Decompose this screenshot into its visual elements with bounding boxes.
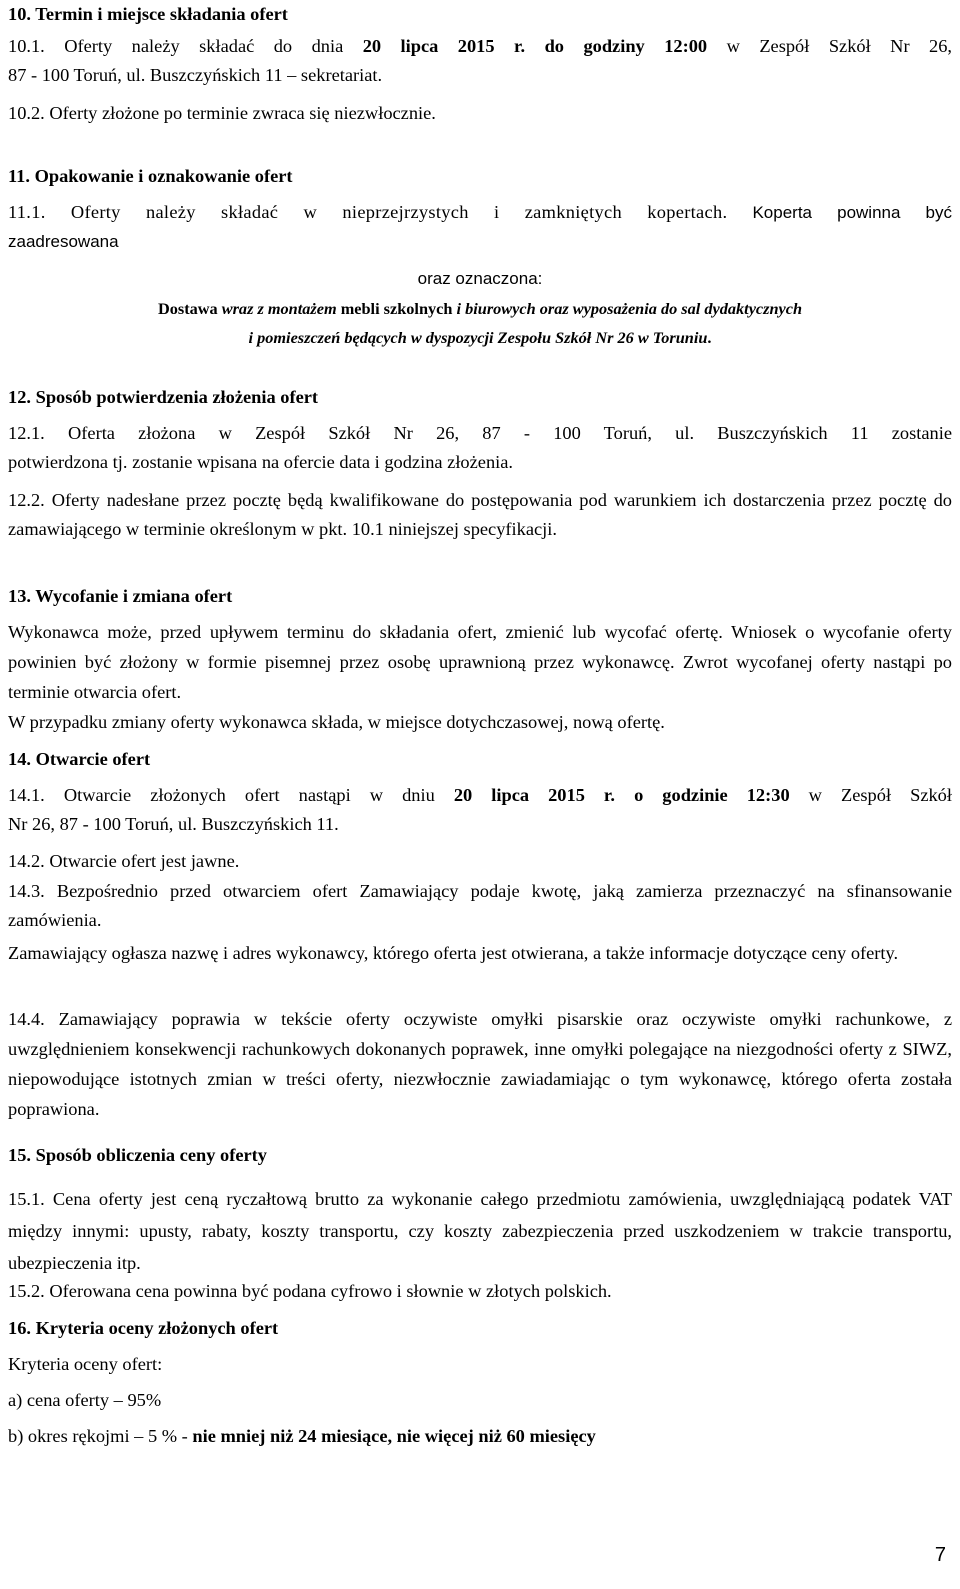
section-13-paragraph-1: Wykonawca może, przed upływem terminu do składania ofert, zmienić lub wycofać ofertę. Wniosek o wycofanie oferty powinien być złożony w formie pisemnej przez osobę uprawnioną przez wykonawcę. Zwrot wycofanej oferty nastąpi po terminie otwarcia ofert. <box>8 622 952 702</box>
document-page <box>8 0 952 1589</box>
section-14-paragraph-3: 14.3. Bezpośrednio przed otwarciem ofert Zamawiający podaje kwotę, jaką zamierza przeznaczyć na sfinansowanie zamówienia. <box>8 881 952 930</box>
marking-intro: oraz oznaczona: <box>417 269 543 288</box>
section-10-heading: 10. Termin i miejsce składania ofert <box>8 4 288 24</box>
section-12-paragraph-1: 12.1. Oferta złożona w Zespół Szkół Nr 26, 87 - 100 Toruń, ul. Buszczyńskich 11 zostanie potwierdzona tj. zostanie wpisana na ofercie data i godzina złożenia. <box>8 423 952 472</box>
section-10-paragraph-1: 10.1. Oferty należy składać do dnia 20 lipca 2015 r. do godziny 12:00 w Zespół Szkół Nr 26, 87 - 100 Toruń, ul. Buszczyńskich 11 – sekretariat. <box>8 36 953 85</box>
section-14-heading: 14. Otwarcie ofert <box>8 749 151 769</box>
section-14-paragraph-5: 14.4. Zamawiający poprawia w tekście oferty oczywiste omyłki pisarskie oraz oczywiste omyłki rachunkowe, z uwzględnieniem konsekwencji rachunkowych dokonanych poprawek, inne omyłki polegające na niezgodności oferty z SIWZ, niepowodujące istotnych zmian w treści oferty, niezwłocznie zawiadamiając o tym wykonawcę, którego oferta została poprawiona. <box>8 1009 952 1119</box>
section-13-heading: 13. Wycofanie i zmiana ofert <box>8 586 233 606</box>
page-number: 7 <box>934 1544 946 1566</box>
section-10-paragraph-2: 10.2. Oferty złożone po terminie zwraca się niezwłocznie. <box>8 103 436 123</box>
criteria-intro: Kryteria oceny ofert: <box>8 1354 163 1374</box>
section-14-paragraph-1: 14.1. Otwarcie złożonych ofert nastąpi w dniu 20 lipca 2015 r. o godzinie 12:30 w Zespół Szkół Nr 26, 87 - 100 Toruń, ul. Buszczyńskich 11. <box>8 785 952 834</box>
section-14-paragraph-4: Zamawiający ogłasza nazwę i adres wykonawcy, którego oferta jest otwierana, a także informacje dotyczące ceny oferty. <box>8 943 899 963</box>
section-14-paragraph-2: 14.2. Otwarcie ofert jest jawne. <box>8 851 240 871</box>
section-15-heading: 15. Sposób obliczenia ceny oferty <box>8 1145 267 1165</box>
section-11-heading: 11. Opakowanie i oznakowanie ofert <box>8 166 293 186</box>
section-11-paragraph-1: 11.1. Oferty należy składać w nieprzejrzystych i zamkniętych kopertach. Koperta powinna być zaadresowana <box>8 202 953 251</box>
section-16-heading: 16. Kryteria oceny złożonych ofert <box>8 1318 279 1338</box>
criterion-a: a) cena oferty – 95% <box>8 1390 162 1410</box>
envelope-label: Dostawa wraz z montażem mebli szkolnych i biurowych oraz wyposażenia do sal dydaktycznych i pomieszczeń będących w dyspozycji Zespołu Szkół Nr 26 w Toruniu. <box>157 299 803 347</box>
section-13-paragraph-2: W przypadku zmiany oferty wykonawca składa, w miejsce dotychczasowej, nową ofertę. <box>8 712 665 732</box>
section-12-paragraph-2: 12.2. Oferty nadesłane przez pocztę będą kwalifikowane do postępowania pod warunkiem ich dostarczenia przez pocztę do zamawiającego w terminie określonym w pkt. 10.1 niniejszej specyfikacji. <box>8 490 952 539</box>
section-15-paragraph-2: 15.2. Oferowana cena powinna być podana cyfrowo i słownie w złotych polskich. <box>8 1281 612 1301</box>
criterion-b: b) okres rękojmi – 5 % - nie mniej niż 24 miesiące, nie więcej niż 60 miesięcy <box>8 1426 596 1446</box>
section-12-heading: 12. Sposób potwierdzenia złożenia ofert <box>8 387 319 407</box>
section-15-paragraph-1: 15.1. Cena oferty jest ceną ryczałtową brutto za wykonanie całego przedmiotu zamówienia, uwzględniającą podatek VAT między innymi: upusty, rabaty, koszty transportu, czy koszty zabezpieczenia przed uszkodzeniem w trakcie transportu, ubezpieczenia itp. <box>8 1189 952 1273</box>
